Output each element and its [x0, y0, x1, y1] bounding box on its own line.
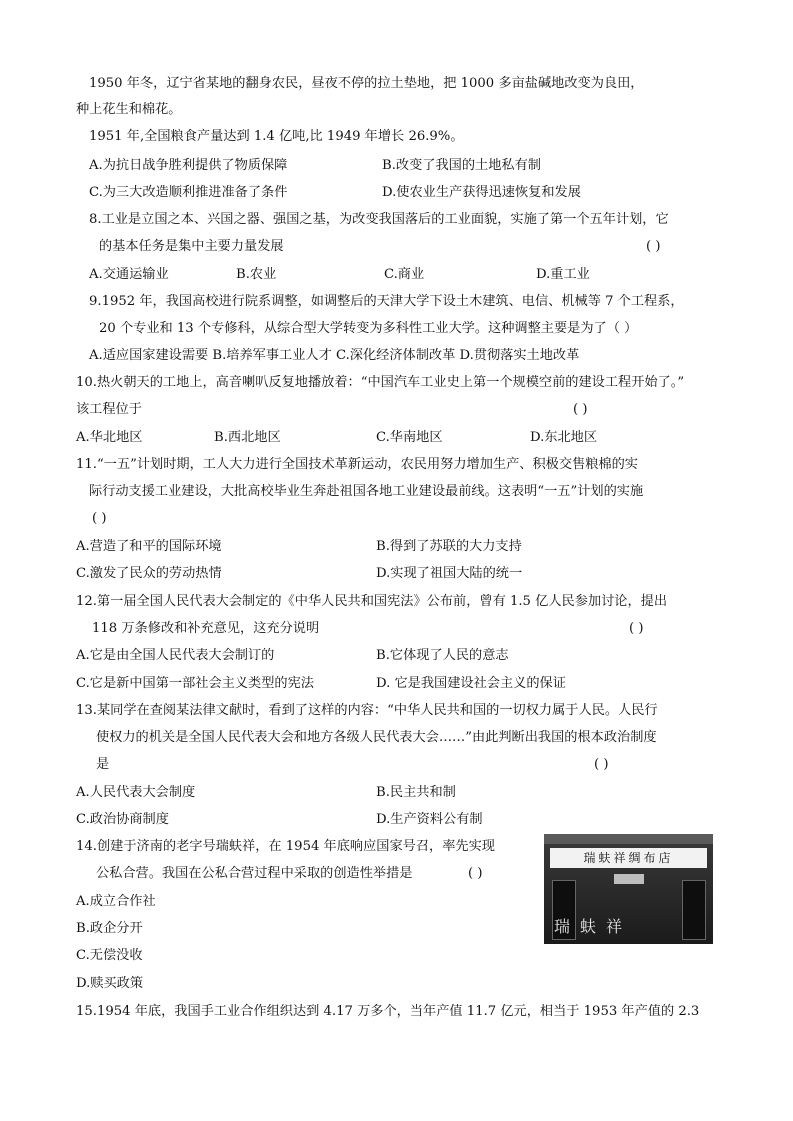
q11-stem-line-2: 际行动支援工业建设，大批高校毕业生奔赴祖国各地工业建设最前线。这表明“一五”计划的实施	[89, 484, 644, 499]
q10-option-d[interactable]: D.东北地区	[530, 430, 598, 445]
q13-option-d[interactable]: D.生产资料公有制	[376, 812, 483, 827]
q12-answer-blank[interactable]: ( )	[629, 621, 644, 636]
q12-stem-line-2: 118 万条修改和补充意见，这充分说明	[92, 621, 320, 636]
q10-answer-blank[interactable]: ( )	[573, 402, 588, 417]
storefront-lower-lettering: 瑞蚨祥	[554, 917, 633, 936]
q7-stem-line-2: 种上花生和棉花。	[76, 102, 182, 117]
q11-option-c[interactable]: C.激发了民众的劳动热情	[76, 566, 222, 581]
q14-option-a[interactable]: A.成立合作社	[76, 894, 156, 909]
q8-option-a[interactable]: A.交通运输业	[89, 267, 169, 282]
q8-option-d[interactable]: D.重工业	[536, 267, 590, 282]
q8-option-b[interactable]: B.农业	[236, 267, 277, 282]
q8-answer-blank[interactable]: ( )	[646, 239, 661, 254]
q7-option-b[interactable]: B.改变了我国的土地私有制	[382, 158, 541, 173]
q12-option-b[interactable]: B.它体现了人民的意志	[376, 648, 509, 663]
q8-stem-line-2: 的基本任务是集中主要力量发展	[99, 239, 284, 254]
q13-answer-blank[interactable]: ( )	[594, 757, 609, 772]
q9-options[interactable]: A.适应国家建设需要 B.培养军事工业人才 C.深化经济体制改革 D.贯彻落实土地改革	[89, 348, 580, 363]
q13-stem-line-1: 13.某同学在查阅某法律文献时，看到了这样的内容：“中华人民共和国的一切权力属于人民。人民行	[76, 703, 658, 718]
q7-stem-line-3: 1951 年,全国粮食产量达到 1.4 亿吨,比 1949 年增长 26.9%。	[89, 129, 464, 144]
q12-option-c[interactable]: C.它是新中国第一部社会主义类型的宪法	[76, 676, 314, 691]
q13-option-b[interactable]: B.民主共和制	[376, 785, 456, 800]
q15-stem-line-1: 15.1954 年底，我国手工业合作组织达到 4.17 万多个，当年产值 11.7 亿元，相当于 1953 年产值的 2.3	[76, 1004, 700, 1019]
q7-option-c[interactable]: C.为三大改造顺利推进准备了条件	[89, 185, 288, 200]
q7-stem-line-1: 1950 年冬，辽宁省某地的翻身农民，昼夜不停的拉土垫地，把 1000 多亩盐碱地改变为良田，	[89, 76, 644, 91]
q9-stem-line-2: 20 个专业和 13 个专修科，从综合型大学转变为多科性工业大学。这种调整主要是为了（ ）	[99, 321, 638, 336]
q14-option-b[interactable]: B.政企分开	[76, 921, 143, 936]
q14-answer-blank[interactable]: ( )	[468, 866, 483, 881]
q14-option-d[interactable]: D.赎买政策	[76, 976, 144, 991]
q14-option-c[interactable]: C.无偿没收	[76, 948, 143, 963]
ruifuxiang-storefront-photo	[544, 834, 713, 944]
q8-stem-line-1: 8.工业是立国之本、兴国之器、强国之基，为改变我国落后的工业面貌，实施了第一个五年计划，它	[89, 212, 669, 227]
q10-option-c[interactable]: C.华南地区	[376, 430, 443, 445]
q13-option-c[interactable]: C.政治协商制度	[76, 812, 169, 827]
q12-option-d[interactable]: D. 它是我国建设社会主义的保证	[376, 676, 566, 691]
q11-stem-line-1: 11.“一五”计划时期，工人大力进行全国技术革新运动，农民用努力增加生产、积极交售粮棉的实	[76, 457, 638, 472]
q10-option-a[interactable]: A.华北地区	[76, 430, 143, 445]
q11-option-d[interactable]: D.实现了祖国大陆的统一	[376, 566, 523, 581]
q12-stem-line-1: 12.第一届全国人民代表大会制定的《中华人民共和国宪法》公布前，曾有 1.5 亿人民参加讨论，提出	[76, 594, 668, 609]
q10-option-b[interactable]: B.西北地区	[214, 430, 281, 445]
q13-stem-line-2: 使权力的机关是全国人民代表大会和地方各级人民代表大会……”由此判断出我国的根本政治制度	[96, 730, 657, 745]
storefront-sign: 瑞蚨祥绸布店	[550, 848, 707, 868]
q14-stem-line-1: 14.创建于济南的老字号瑞蚨祥，在 1954 年底响应国家号召，率先实现	[76, 839, 495, 854]
q11-answer-blank[interactable]: ( )	[92, 511, 107, 526]
q12-option-a[interactable]: A.它是由全国人民代表大会制订的	[76, 648, 275, 663]
q11-option-a[interactable]: A.营造了和平的国际环境	[76, 539, 222, 554]
q7-option-a[interactable]: A.为抗日战争胜利提供了物质保障	[89, 158, 288, 173]
q13-stem-line-3: 是	[96, 757, 110, 772]
q7-option-d[interactable]: D.使农业生产获得迅速恢复和发展	[382, 185, 581, 200]
q10-stem-line-2: 该工程位于	[76, 402, 142, 417]
q14-stem-line-2: 公私合营。我国在公私合营过程中采取的创造性举措是	[96, 866, 413, 881]
q13-option-a[interactable]: A.人民代表大会制度	[76, 785, 196, 800]
q9-stem-line-1: 9.1952 年，我国高校进行院系调整，如调整后的天津大学下设土木建筑、电信、机械等 7 个工程系，	[89, 294, 684, 309]
q11-option-b[interactable]: B.得到了苏联的大力支持	[376, 539, 522, 554]
q10-stem-line-1: 10.热火朝天的工地上，高音喇叭反复地播放着：“中国汽车工业史上第一个规模空前的建设工程开始了。”	[76, 375, 685, 390]
q8-option-c[interactable]: C.商业	[384, 267, 425, 282]
